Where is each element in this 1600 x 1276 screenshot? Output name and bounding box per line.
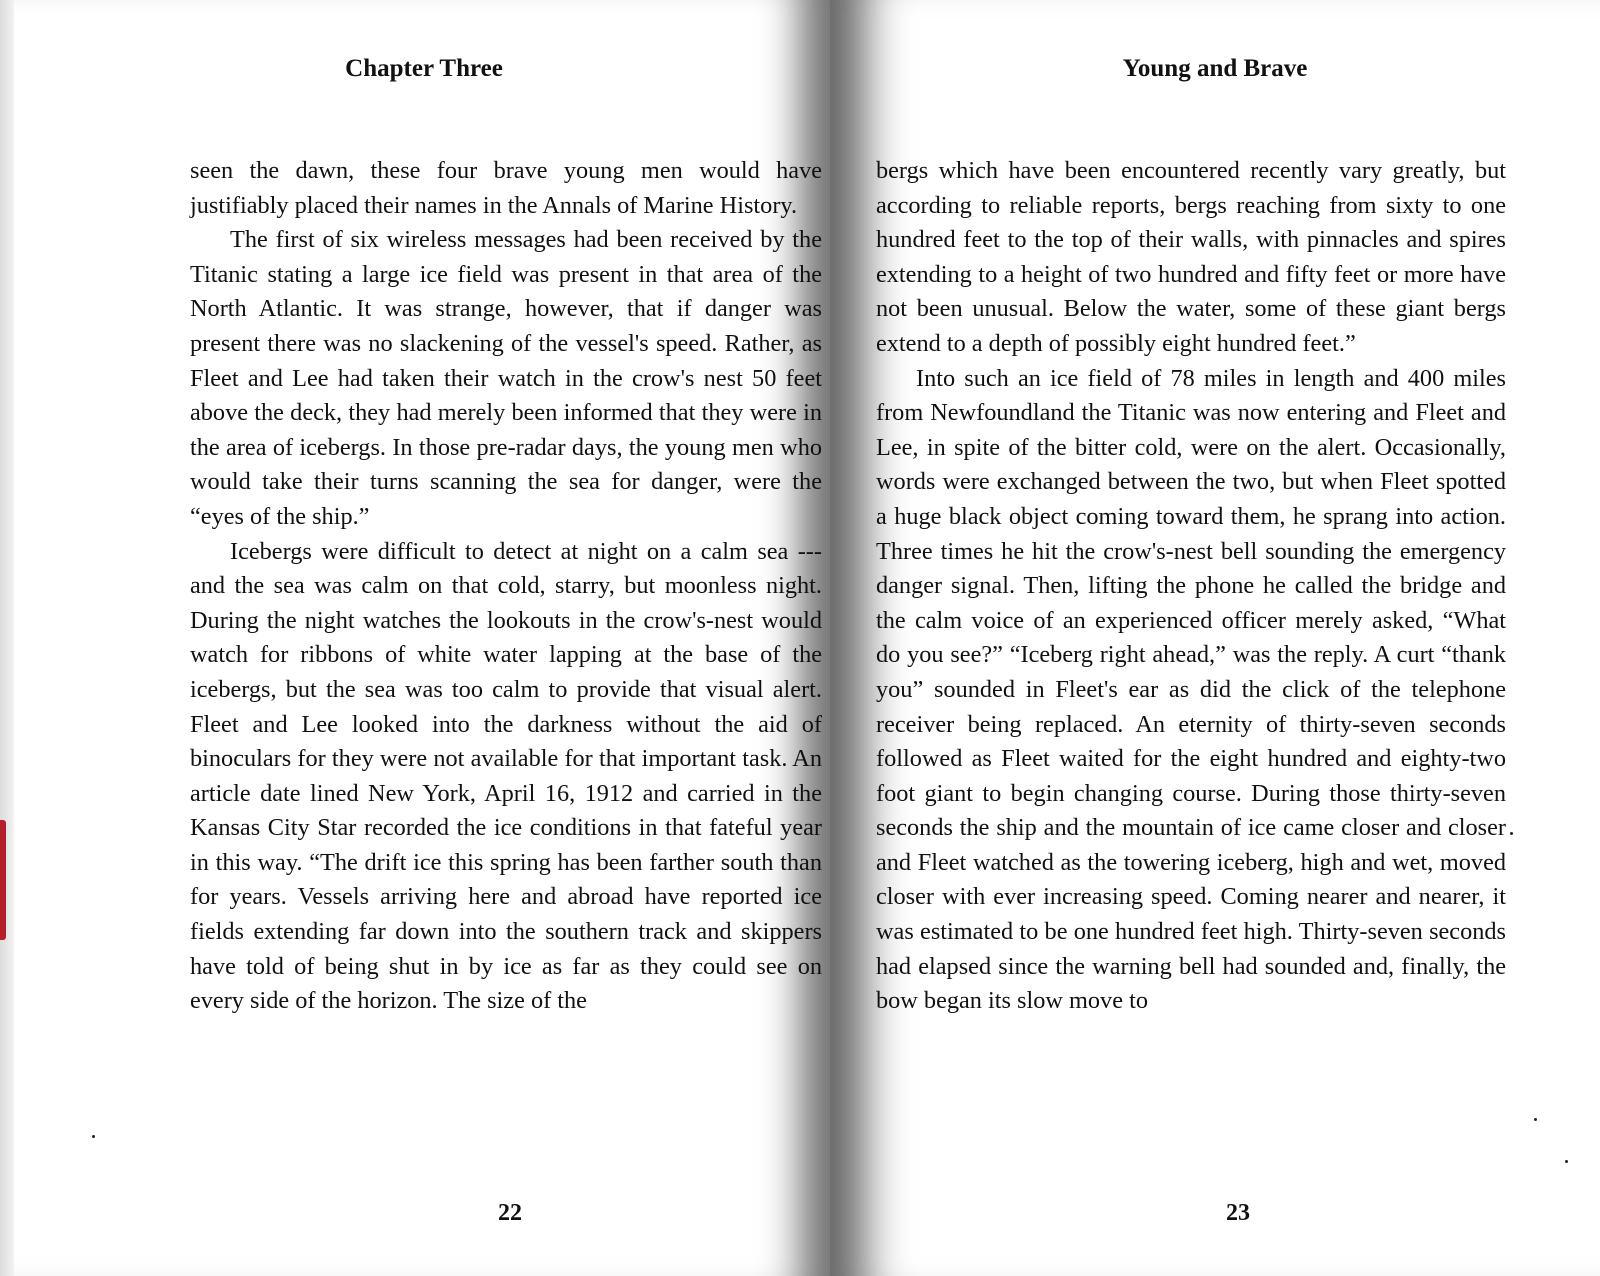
left-paragraph-3: Icebergs were difficult to detect at night on a calm sea --- and the sea was calm on that cold, starry, but moonless night. During the night watches the lookouts in the crow's-nest would watch for ribbons of white water lapping at the base of the icebergs, but the sea was too calm to provide that visual alert. Fleet and Lee looked into the darkness without the aid of binoculars for they were not available for that important task. An article date lined New York, April 16, 1912 and carried in the Kansas City Star recorded the ice conditions in that fateful year in this way. “The drift ice this spring has been farther south than for years. Vessels arriving here and abroad have reported ice fields extending far down into the southern track and skippers have told of being shut in by ice as far as they could see on every side of the horizon. The size of the: [190, 537, 822, 1015]
scan-speck: [1510, 832, 1513, 835]
right-running-head: Young and Brave: [1122, 55, 1308, 82]
left-paragraph-1: seen the dawn, these four brave young men would have justifiably placed their names in the Annals of Marine History.: [190, 157, 822, 219]
left-paragraph-2: The first of six wireless messages had been received by the Titanic stating a large ice field was present in that area of the North Atlantic. It was strange, however, that if danger was present there was no slackening of the vessel's speed. Rather, as Fleet and Lee had taken their watch in the crow's nest 50 feet above the deck, they had merely been informed that they were in the area of icebergs. In those pre-radar days, the young men who would take their turns scanning the sea for danger, were the “eyes of the ship.”: [190, 226, 822, 530]
right-paragraph-1: bergs which have been encountered recently vary greatly, but according to reliable reports, bergs reaching from sixty to one hundred feet to the top of their walls, with pinnacles and spires extending to a height of two hundred and fifty feet or more have not been unusual. Below the water, some of these giant bergs extend to a depth of possibly eight hundred feet.”: [876, 157, 1506, 357]
right-page-body: [876, 154, 1506, 1019]
right-page: [830, 0, 1600, 1276]
left-page: [14, 0, 830, 1276]
red-edge-mark: [0, 820, 6, 940]
scan-speck: [92, 1135, 95, 1138]
left-page-number-row: [14, 1200, 830, 1227]
left-running-head: Chapter Three: [345, 55, 503, 82]
scan-speck: [1565, 1160, 1568, 1163]
right-paragraph-2: Into such an ice field of 78 miles in length and 400 miles from Newfoundland the Titanic was now entering and Fleet and Lee, in spite of the bitter cold, were on the alert. Occasionally, words were exchanged between the two, but when Fleet spotted a huge black object coming toward them, he sprang into action. Three times he hit the crow's-nest bell sounding the emergency danger signal. Then, lifting the phone he called the bridge and the calm voice of an experienced officer merely asked, “What do you see?” “Iceberg right ahead,” was the reply. A curt “thank you” sounded in Fleet's ear as did the click of the telephone receiver being replaced. An eternity of thirty-seven seconds followed as Fleet waited for the eight hundred and eighty-two foot giant to begin changing course. During those thirty-seven seconds the ship and the mountain of ice came closer and closer and Fleet watched as the towering iceberg, high and wet, moved closer with ever increasing speed. Coming nearer and nearer, it was estimated to be one hundred feet high. Thirty-seven seconds had elapsed since the warning bell had sounded and, finally, the bow began its slow move to: [876, 364, 1506, 1015]
scan-speck: [1534, 1118, 1537, 1121]
right-page-number: 23: [1226, 1200, 1250, 1226]
page-edge-strip: [0, 0, 14, 1276]
left-page-body: [190, 154, 822, 1019]
left-page-number: 22: [498, 1200, 522, 1226]
right-page-number-row: [830, 1200, 1600, 1227]
